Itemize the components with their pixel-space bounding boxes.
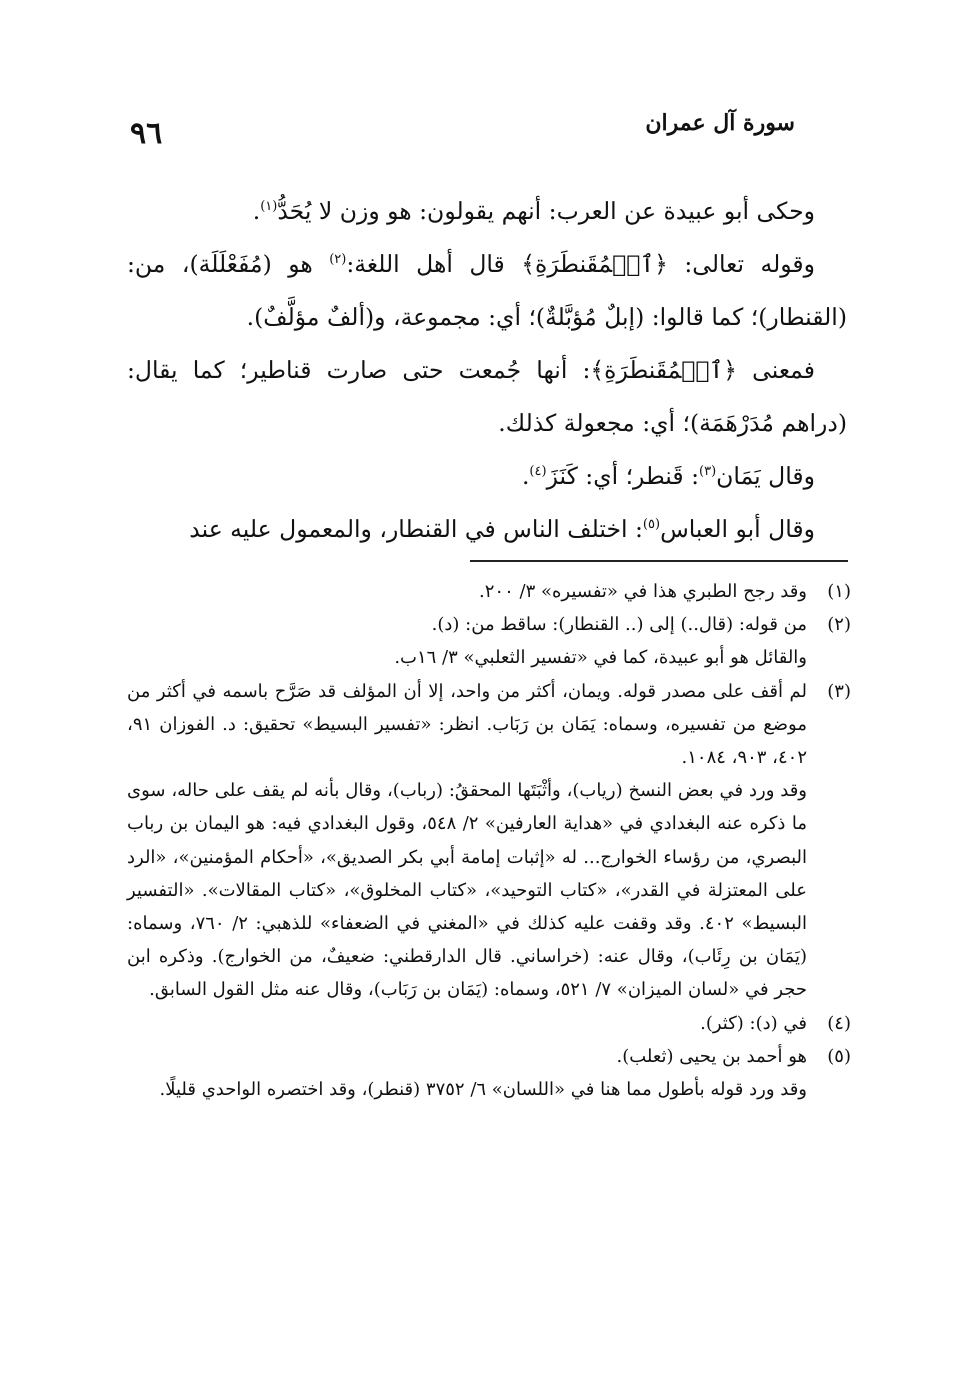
paragraph — [127, 450, 847, 503]
text-segment: وحكى أبو عبيدة عن العرب: أنهم يقولون: هو وزن لا يُحَدُّ — [277, 197, 815, 225]
footnote-marker: (٢) — [329, 252, 347, 268]
footnote-line: وقد ورد قوله بأطول مما هنا في «اللسان» ٦/ ٣٧٥٢ (قنطر)، وقد اختصره الواحدي قليلًا. — [159, 1079, 807, 1101]
text-segment: : قَنطر؛ أي: كَنَزَ — [546, 462, 700, 490]
footnote-body — [127, 1040, 807, 1106]
footnote-line: وقد ورد في بعض النسخ (رياب)، وأثْبَتَها المحققُ: (رباب)، وقال بأنه لم يقف على حاله، سوى ما ذكره عنه البغدادي في «هداية العارفين» ٢/ ٥٤٨، وقول البغدادي فيه: هو اليمان بن رباب البصري، من رؤساء الخوارج... له «إثبات إمامة أبي بكر الصديق»، «أحكام المؤمنين»، «الرد على المعتزلة في القدر»، «كتاب التوحيد»، «كتاب المخلوق»، «كتاب المقالات». «التفسير البسيط» ٤٠٢. وقد وقفت عليه كذلك في «المغني في الضعفاء» للذهبي: ٢/ ٧٦٠، وسماه: (يَمَان بن رِئَاب)، وقال عنه: (خراساني. قال الدارقطني: ضعيفٌ، من الخوارج). وذكره ابن حجر في «لسان الميزان» ٧/ ٥٢١، وسماه: (يَمَان بن رَبَاب)، وقال عنه مثل القول السابق. — [127, 780, 807, 1001]
footnote-number: (٢) — [827, 614, 851, 636]
footnote-body — [127, 575, 807, 608]
footnote-line: هو أحمد بن يحيى (ثعلب). — [616, 1045, 807, 1067]
footnote — [127, 1007, 851, 1040]
footnote-number: (٥) — [827, 1045, 851, 1067]
text-segment: وقال أبو العباس — [660, 515, 815, 543]
footnote-line: والقائل هو أبو عبيدة، كما في «تفسير الثعلبي» ٣/ ١٦ب. — [394, 647, 807, 669]
text-segment: . — [521, 462, 530, 490]
footnote-number: (٣) — [827, 680, 851, 702]
footnote-line: من قوله: (قال..) إلى (.. القنطار): ساقط من: (د). — [431, 614, 807, 636]
text-segment: وقال يَمَان — [716, 462, 815, 490]
text-segment: . — [252, 197, 261, 225]
footnote-number: (٤) — [827, 1012, 851, 1034]
footnote-number: (١) — [827, 581, 851, 602]
text-segment: هو (مُفَعْلَلَة)، من: (القنطار)؛ كما قالوا: (إبلٌ مُؤبَّلةٌ)؛ أي: مجموعة، و(ألفٌ مؤلَّفٌ). — [127, 250, 847, 331]
footnote-line: وقد رجح الطبري هذا في «تفسيره» ٣/ ٢٠٠. — [479, 581, 807, 602]
footnote-marker: (١) — [260, 199, 278, 215]
footnote — [127, 575, 851, 608]
footnote-line: لم أقف على مصدر قوله. ويمان، أكثر من واحد، إلا أن المؤلف قد صَرَّح باسمه في أكثر من موضع من تفسيره، وسماه: يَمَان بن رَبَاب. انظر: «تفسير البسيط» تحقيق: د. الفوزان ٩١، ٤٠٢، ٩٠٣، ١٠٨٤. — [127, 680, 807, 769]
footnote-marker: (٤) — [529, 464, 547, 480]
page-number: ٩٦ — [130, 116, 163, 151]
surah-title: سورة آل عمران — [645, 110, 795, 136]
footnotes — [127, 575, 851, 1106]
footnote-divider — [470, 560, 848, 562]
footnote-body — [127, 675, 807, 1007]
paragraph — [127, 503, 847, 556]
footnote-body — [127, 608, 807, 674]
text-segment: وقوله تعالى: ﴿ٱلۡمُقَنطَرَةِ﴾ قال أهل اللغة: — [346, 250, 815, 278]
footnote-line: في (د): (كثر). — [700, 1012, 807, 1034]
text-segment: : اختلف الناس في القنطار، والمعمول عليه عند — [189, 515, 643, 543]
running-header — [130, 110, 795, 150]
footnote-marker: (٥) — [642, 517, 661, 533]
paragraph — [127, 185, 847, 238]
paragraph — [127, 238, 847, 344]
main-text — [127, 185, 847, 556]
footnote — [127, 608, 851, 674]
footnote-body — [127, 1007, 807, 1040]
footnote — [127, 675, 851, 1007]
footnote — [127, 1040, 851, 1106]
text-segment: فمعنى ﴿ٱلۡمُقَنطَرَةِ﴾: أنها جُمعت حتى صارت قناطير؛ كما يقال: (دراهم مُدَرْهَمَة)؛ أي: مجعولة كذلك. — [127, 356, 847, 437]
paragraph — [127, 344, 847, 450]
footnote-marker: (٣) — [699, 464, 717, 480]
